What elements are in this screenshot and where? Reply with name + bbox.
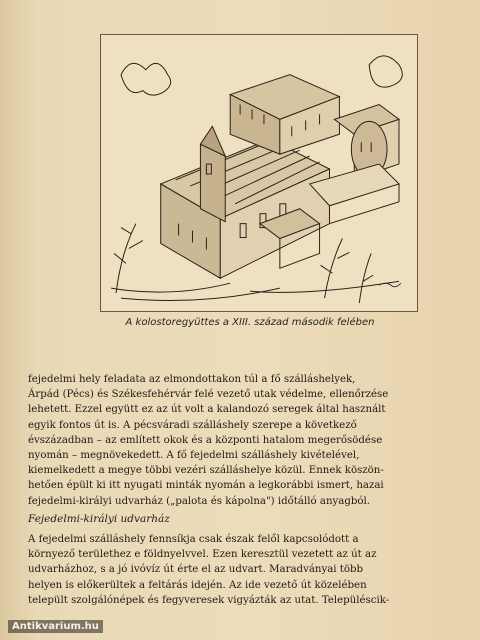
text-line: kiemelkedett a megye többi vezéri szálláshelye közül. Ennek köszön- [28,465,384,477]
text-line: lehetett. Ezzel együtt ez az út volt a kalandozó seregek által használt [28,404,386,416]
text-line: évszázadban – az említett okok és a központi hatalom megerősödése [28,434,383,446]
text-line: környező területhez e földnyelvvel. Ezen keresztül vezetett az út az [28,549,377,561]
text-line: udvarházhoz, s a jó ivóvíz út érte el az udvart. Maradványai több [28,564,364,576]
text-line: települt szolgálónépek és fegyveresek vigyázták az utat. Településcik- [28,594,390,606]
text-line: nyomán – megnövekedett. A fő fejedelmi szálláshely kivételével, [28,450,360,462]
text-line: hetően épült ki itt nyugati minták nyomán a legkorábbi ismert, hazai [28,480,384,492]
text-line: fejedelmi hely feladata az elmondottakon túl a fő szálláshelyek, [28,374,356,385]
paragraph-1 [28,372,434,509]
text-line: fejedelmi-királyi udvarház („palota és kápolna") időtálló anyagból. [28,495,371,507]
section-heading: Fejedelmi-királyi udvarház [28,513,170,525]
text-line: Árpád (Pécs) és Székesfehérvár felé vezető utak védelme, ellenőrzése [28,389,389,401]
figure-caption: A kolostoregyüttes a XIII. század második felében [125,317,375,328]
text-line: helyen is előkerültek a feltárás idején. Az ide vezető út közelében [28,579,367,591]
section-paragraph [28,532,434,608]
monastery-illustration [100,34,418,312]
monastery-sketch [101,35,417,311]
text-line: egyik fontos út is. A pécsváradi szálláshely szerepe a következő [28,419,357,431]
watermark: Antikvarium.hu [8,620,103,633]
text-line: A fejedelmi szálláshely fennsíkja csak észak felől kapcsolódott a [28,534,359,545]
